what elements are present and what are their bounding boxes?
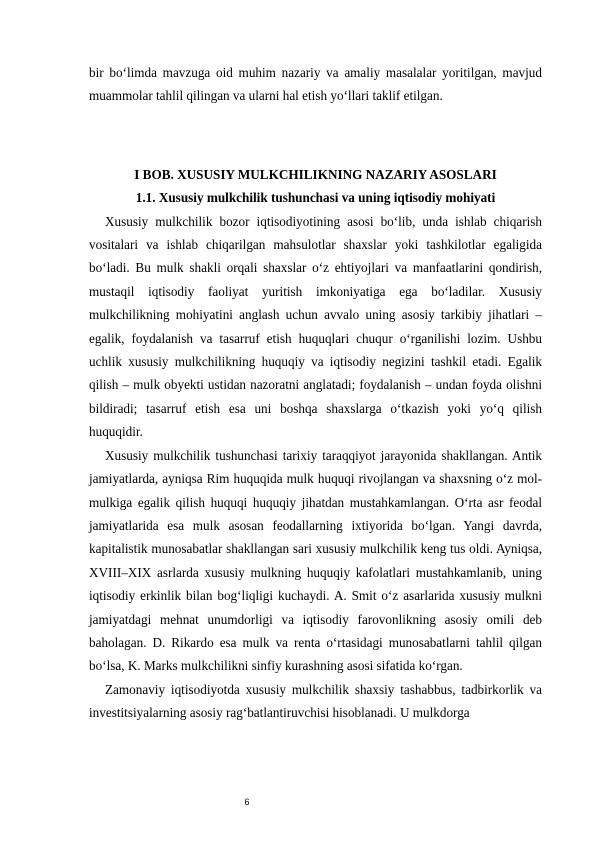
document-page [89,61,542,725]
chapter-title: I BOB. XUSUSIY MULKCHILIKNING NAZARIY ASOSLARI [134,166,497,182]
section-spacer [89,108,542,163]
page-number: 6 [244,797,250,807]
body-paragraph-2: Xususiy mulkchilik tushunchasi tarixiy taraqqiyot jarayonida shakllangan. Antik jamiyatlarda, ayniqsa Rim huquqida mulk huquqi rivojlangan va shaxsning o‘z mol-mulkiga egalik qilish huquqi huquqiy jihatdan mustahkamlangan. O‘rta asr feodal jamiyatlarida esa mulk asosan feodallarning ixtiyorida bo‘lgan. Yangi davrda, kapitalistik munosabatlar shakllangan sari xususiy mulkchilik keng tus oldi. Ayniqsa, XVIII–XIX asrlarda xususiy mulkning huquqiy kafolatlari mustahkamlanib, uning iqtisodiy erkinlik bilan bog‘liqligi kuchaydi. A. Smit o‘z asarlarida xususiy mulkni jamiyatdagi mehnat unumdorligi va iqtisodiy farovonlikning asosiy omili deb baholagan. D. Rikardo esa mulk va renta o‘rtasidagi munosabatlarni tahlil qilgan bo‘lsa, K. Marks mulkchilikni sinfiy kurashning asosi sifatida ko‘rgan. [89,447,542,674]
body-paragraph-1: Xususiy mulkchilik bozor iqtisodiyotining asosi bo‘lib, unda ishlab chiqarish vositalari va ishlab chiqarilgan mahsulotlar shaxslar yoki tashkilotlar egaligida bo‘ladi. Bu mulk shakli orqali shaxslar o‘z ehtiyojlari va manfaatlarini qondirish, mustaqil iqtisodiy faoliyat yuritish imkoniyatiga ega bo‘ladilar. Xususiy mulkchilikning mohiyatini anglash uchun avvalo uning asosiy tarkibiy jihatlari – egalik, foydalanish va tasarruf etish huquqlari chuqur o‘rganilishi lozim. Ushbu uchlik xususiy mulkchilikning huquqiy va iqtisodiy negizini tashkil etadi. Egalik qilish – mulk obyekti ustidan nazoratni anglatadi; foydalanish – undan foyda olishni bildiradi; tasarruf etish esa uni boshqa shaxslarga o‘tkazish yoki yo‘q qilish huquqidir. [89,213,542,440]
body-paragraph-3: Zamonaviy iqtisodiyotda xususiy mulkchilik shaxsiy tashabbus, tadbirkorlik va investitsiyalarning asosiy rag‘batlantiruvchisi hisoblanadi. U mulkdorga [89,681,542,721]
section-title: 1.1. Xususiy mulkchilik tushunchasi va uning iqtisodiy mohiyati [135,190,496,206]
intro-paragraph: bir bo‘limda mavzuga oid muhim nazariy va amaliy masalalar yoritilgan, mavjud muammolar tahlil qilingan va ularni hal etish yo‘llari taklif etilgan. [89,65,542,104]
